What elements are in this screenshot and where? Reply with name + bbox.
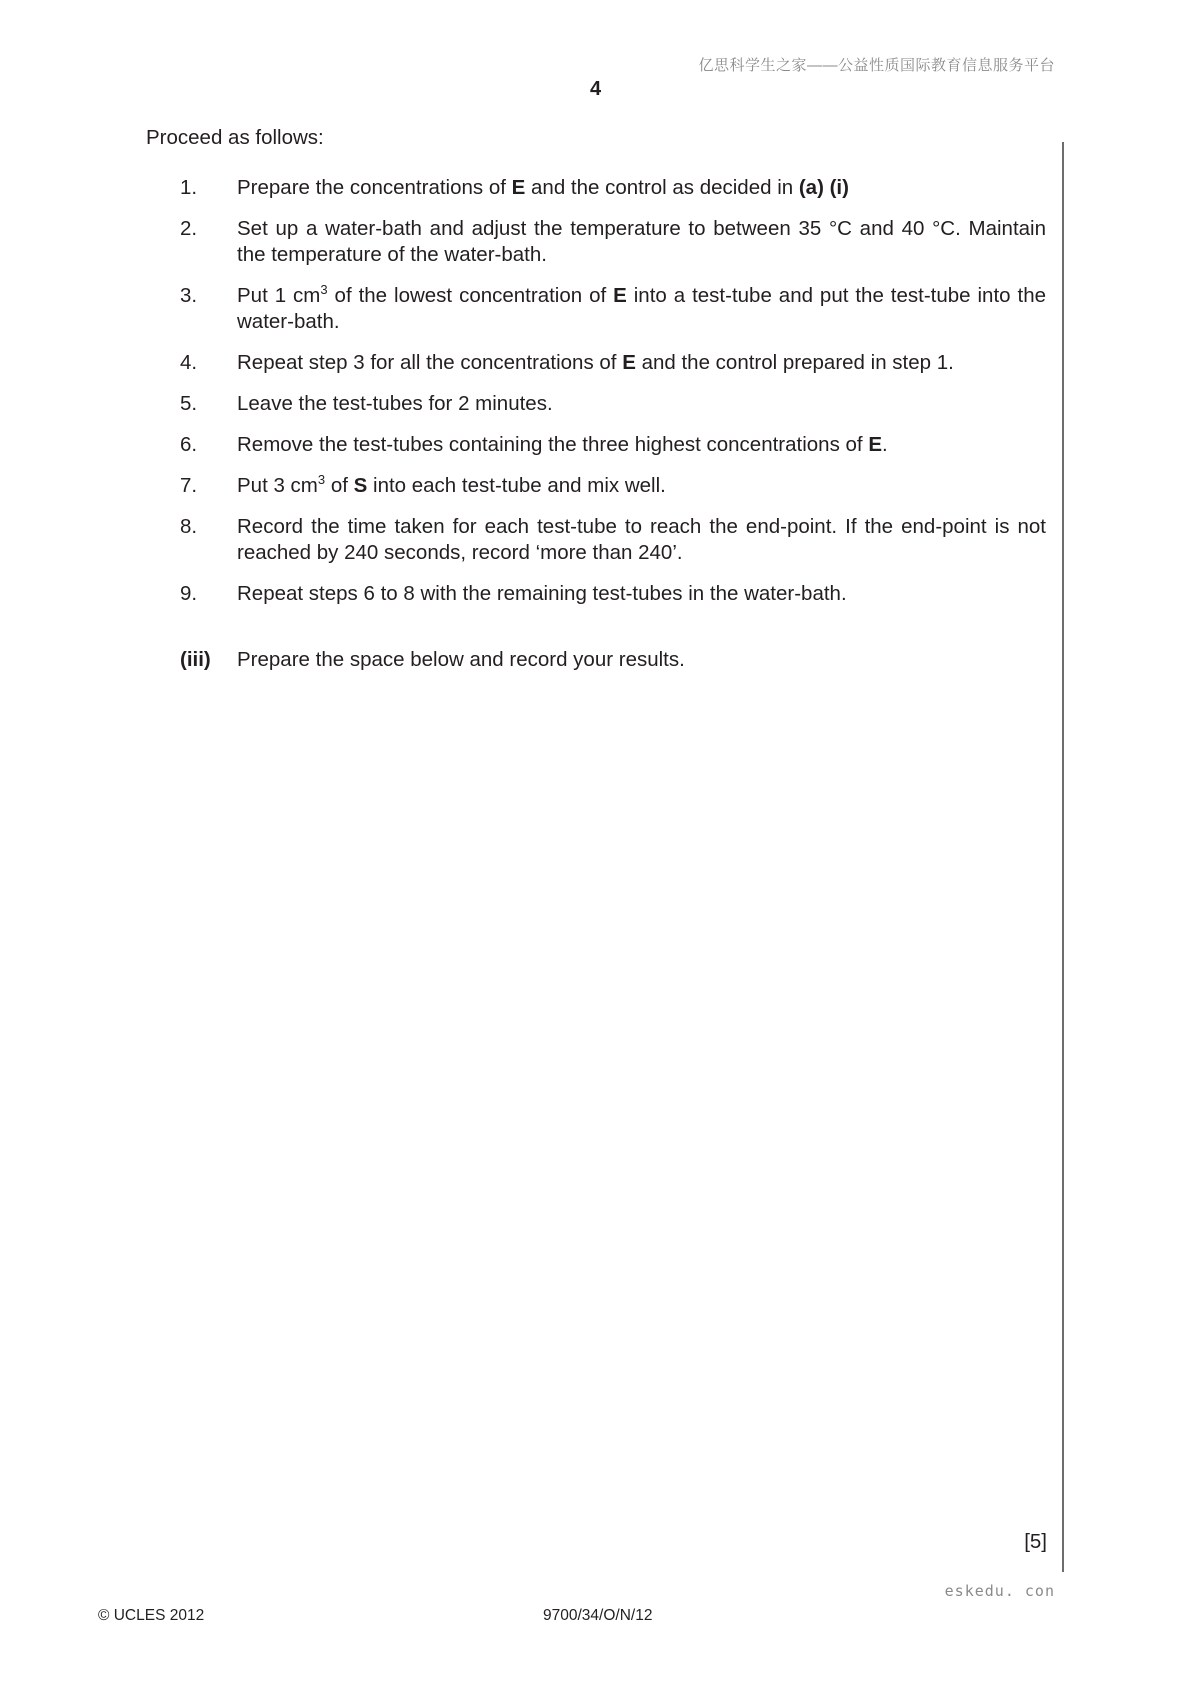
step-number: 1. (180, 176, 198, 199)
step-6 (180, 432, 1046, 458)
step-text: Put 1 $cm^3$ of the lowest concentration of E into a test-tube and put the test-tube into the water-bath. (237, 282, 1046, 333)
step-9 (180, 581, 1046, 607)
step-5 (180, 391, 1046, 417)
intro-text: Proceed as follows: (146, 126, 324, 149)
step-text: Remove the test-tubes containing the three highest concentrations of E. (237, 433, 888, 456)
step-text: Prepare the concentrations of E and the control as decided in (a) (i) (237, 176, 849, 199)
step-number: 9. (180, 582, 198, 605)
step-4 (180, 350, 1046, 376)
paper-code: 9700/34/O/N/12 (543, 1607, 653, 1624)
step-3 (180, 283, 1046, 335)
marks-allocation: [5] (1024, 1530, 1047, 1553)
step-text: Record the time taken for each test-tube to reach the end-point. If the end-point is not reached by 240 seconds, record ‘more than 240’. (237, 515, 1046, 564)
step-2 (180, 216, 1046, 268)
step-text: Repeat steps 6 to 8 with the remaining test-tubes in the water-bath. (237, 582, 847, 605)
part-label: (iii) (180, 648, 211, 671)
header-watermark: 亿思科学生之家——公益性质国际教育信息服务平台 (698, 57, 1055, 74)
footer-watermark: eskedu. con (944, 1582, 1055, 1600)
step-text: Put 3 $cm^3$ of S into each test-tube and mix well. (237, 472, 666, 497)
step-number: 6. (180, 433, 198, 456)
procedure-steps (180, 175, 1046, 622)
step-1 (180, 175, 1046, 201)
step-8 (180, 514, 1046, 566)
step-number: 5. (180, 392, 198, 415)
copyright-notice: © UCLES 2012 (98, 1607, 205, 1624)
step-number: 2. (180, 217, 198, 240)
step-text: Leave the test-tubes for 2 minutes. (237, 392, 553, 415)
step-number: 4. (180, 351, 198, 374)
step-text: Repeat step 3 for all the concentrations of E and the control prepared in step 1. (237, 351, 954, 374)
step-7 (180, 473, 1046, 499)
step-number: 8. (180, 515, 198, 538)
step-number: 7. (180, 474, 198, 497)
page-number: 4 (589, 78, 602, 100)
step-text: Set up a water-bath and adjust the temperature to between 35 °C and 40 °C. Maintain the temperature of the water-bath. (237, 217, 1046, 266)
part-text: Prepare the space below and record your results. (237, 648, 685, 671)
margin-line (1062, 142, 1064, 1572)
step-number: 3. (180, 284, 198, 307)
